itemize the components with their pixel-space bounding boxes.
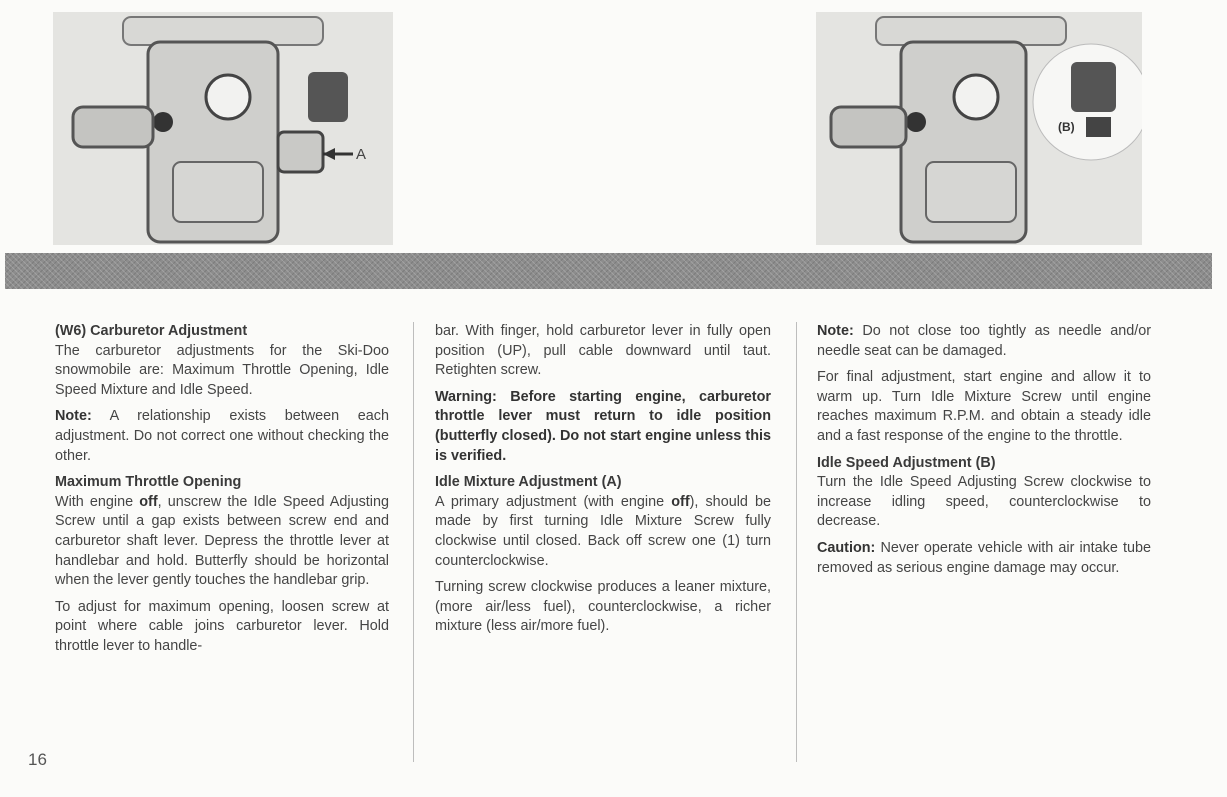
paragraph: bar. With finger, hold carburetor lever in fully open position (UP), pull cable downward until taut. Retighten screw.: [435, 323, 771, 379]
text-column-1: [55, 322, 389, 664]
heading-carburetor-adjustment: (W6) Carburetor Adjustment: [55, 323, 248, 339]
paragraph: Turning screw clockwise produces a leaner mixture, (more air/less fuel), counterclockwise, a richer mixture (less air/more fuel).: [435, 579, 771, 635]
carburetor-photo-left: [53, 12, 393, 245]
caution-label: Caution:: [817, 539, 876, 556]
note-label: Note:: [817, 323, 854, 339]
note-label: Note:: [55, 408, 92, 425]
text: , unscrew the Idle Speed Adjusting Screw until a gap exists between screw end and carburetor shaft lever. Depress the throttle lever at handlebar and hold. Butterfly should be horizontal when the lever gently touches the handlebar grip.: [55, 493, 389, 589]
paragraph: [55, 493, 389, 591]
note-paragraph: [55, 407, 389, 466]
paragraph: For final adjustment, start engine and allow it to warm up. Turn Idle Mixture Screw until engine reaches maximum R.P.M. and obtain a steady idle and a fast response of the engine to the throttle.: [817, 369, 1151, 444]
text: ), should be made by first turning Idle Mixture Screw fully clockwise until closed. Back off screw one (1) turn counterclockwise.: [435, 493, 771, 569]
paragraph: To adjust for maximum opening, loosen screw at point where cable joins carburetor lever. Hold throttle lever to handle-: [55, 598, 389, 654]
warning-text: Before starting engine, carburetor throttle lever must return to idle position (butterfly closed). Do not start engine unless this is verified.: [435, 388, 771, 464]
text-column-2: [435, 322, 771, 644]
note-text: A relationship exists between each adjustment. Do not correct one without checking the other.: [55, 408, 389, 464]
heading-idle-mixture: Idle Mixture Adjustment (A): [435, 474, 622, 491]
column-divider: [413, 322, 414, 762]
warning-paragraph: [435, 388, 771, 466]
column-divider: [796, 322, 797, 762]
page-number: 16: [28, 750, 47, 769]
paragraph: The carburetor adjustments for the Ski-Doo snowmobile are: Maximum Throttle Opening, Idle Speed Mixture and Idle Speed.: [55, 342, 389, 398]
carburetor-illustration-right: [816, 12, 1142, 245]
text: With engine: [55, 493, 140, 510]
carburetor-photo-right: [816, 12, 1142, 245]
caution-paragraph: [817, 539, 1151, 578]
note-text: Do not close too tightly as needle and/or needle seat can be damaged.: [817, 323, 1151, 359]
carburetor-illustration-left: [53, 12, 393, 245]
emphasis: off: [139, 493, 158, 510]
warning-label: Warning:: [435, 388, 497, 405]
note-paragraph: [817, 322, 1151, 361]
paragraph: [435, 493, 771, 571]
paragraph: Turn the Idle Speed Adjusting Screw clockwise to increase idling speed, counterclockwise to decrease.: [817, 474, 1151, 530]
caution-text: Never operate vehicle with air intake tube removed as serious engine damage may occur.: [817, 539, 1151, 576]
heading-idle-speed: Idle Speed Adjustment (B): [817, 454, 996, 471]
section-band: [5, 253, 1212, 289]
callout-a: A: [356, 146, 367, 163]
heading-max-throttle: Maximum Throttle Opening: [55, 474, 242, 491]
callout-b: (B): [1058, 120, 1075, 134]
text-column-3: [817, 322, 1151, 585]
text: A primary adjustment (with engine: [435, 493, 672, 510]
emphasis: off: [671, 493, 690, 510]
